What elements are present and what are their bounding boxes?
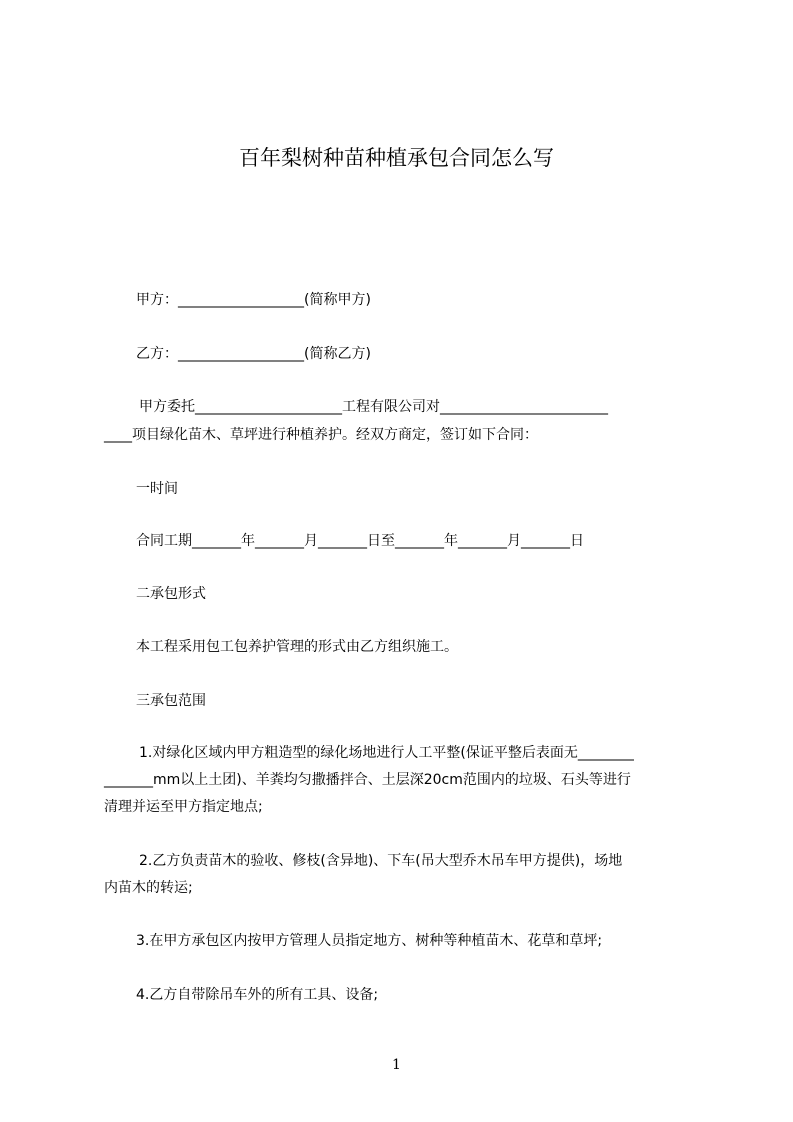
section-3-heading: 三承包范围 [136,693,206,709]
item-2-line-1: 2.乙方负责苗木的验收、修枝(含异地)、下车(吊大型乔木吊车甲方提供)，场地 [139,853,623,869]
item-1-line-1: 1.对绿化区域内甲方粗造型的绿化场地进行人工平整(保证平整后表面无________ [139,745,634,761]
item-2-line-2: 内苗木的转运; [104,880,193,896]
item-4-line: 4.乙方自带除吊车外的所有工具、设备; [136,987,379,1003]
entrust-line-1: 甲方委托_____________________工程有限公司对________________________ [139,399,608,415]
page-number: 1 [392,1057,401,1073]
entrust-line-2: ____项目绿化苗木、草坪进行种植养护。经双方商定，签订如下合同： [104,427,538,443]
contract-period-line: 合同工期_______年_______月_______日至_______年_______月_______日 [136,533,584,549]
party-a-line: 甲方：__________________(简称甲方) [136,292,371,308]
item-1-line-2: _______mm以上土团)、羊粪均匀撒播拌合、土层深20cm范围内的垃圾、石头等进行 [104,772,631,788]
party-b-line: 乙方：__________________(简称乙方) [136,346,371,362]
section-2-text: 本工程采用包工包养护管理的形式由乙方组织施工。 [136,639,458,655]
item-1-line-3: 清理并运至甲方指定地点; [104,799,263,815]
section-1-heading: 一时间 [136,481,178,497]
item-3-line: 3.在甲方承包区内按甲方管理人员指定地方、树种等种植苗木、花草和草坪; [136,933,603,949]
section-2-heading: 二承包形式 [136,586,206,602]
document-title: 百年梨树种苗种植承包合同怎么写 [239,146,554,170]
